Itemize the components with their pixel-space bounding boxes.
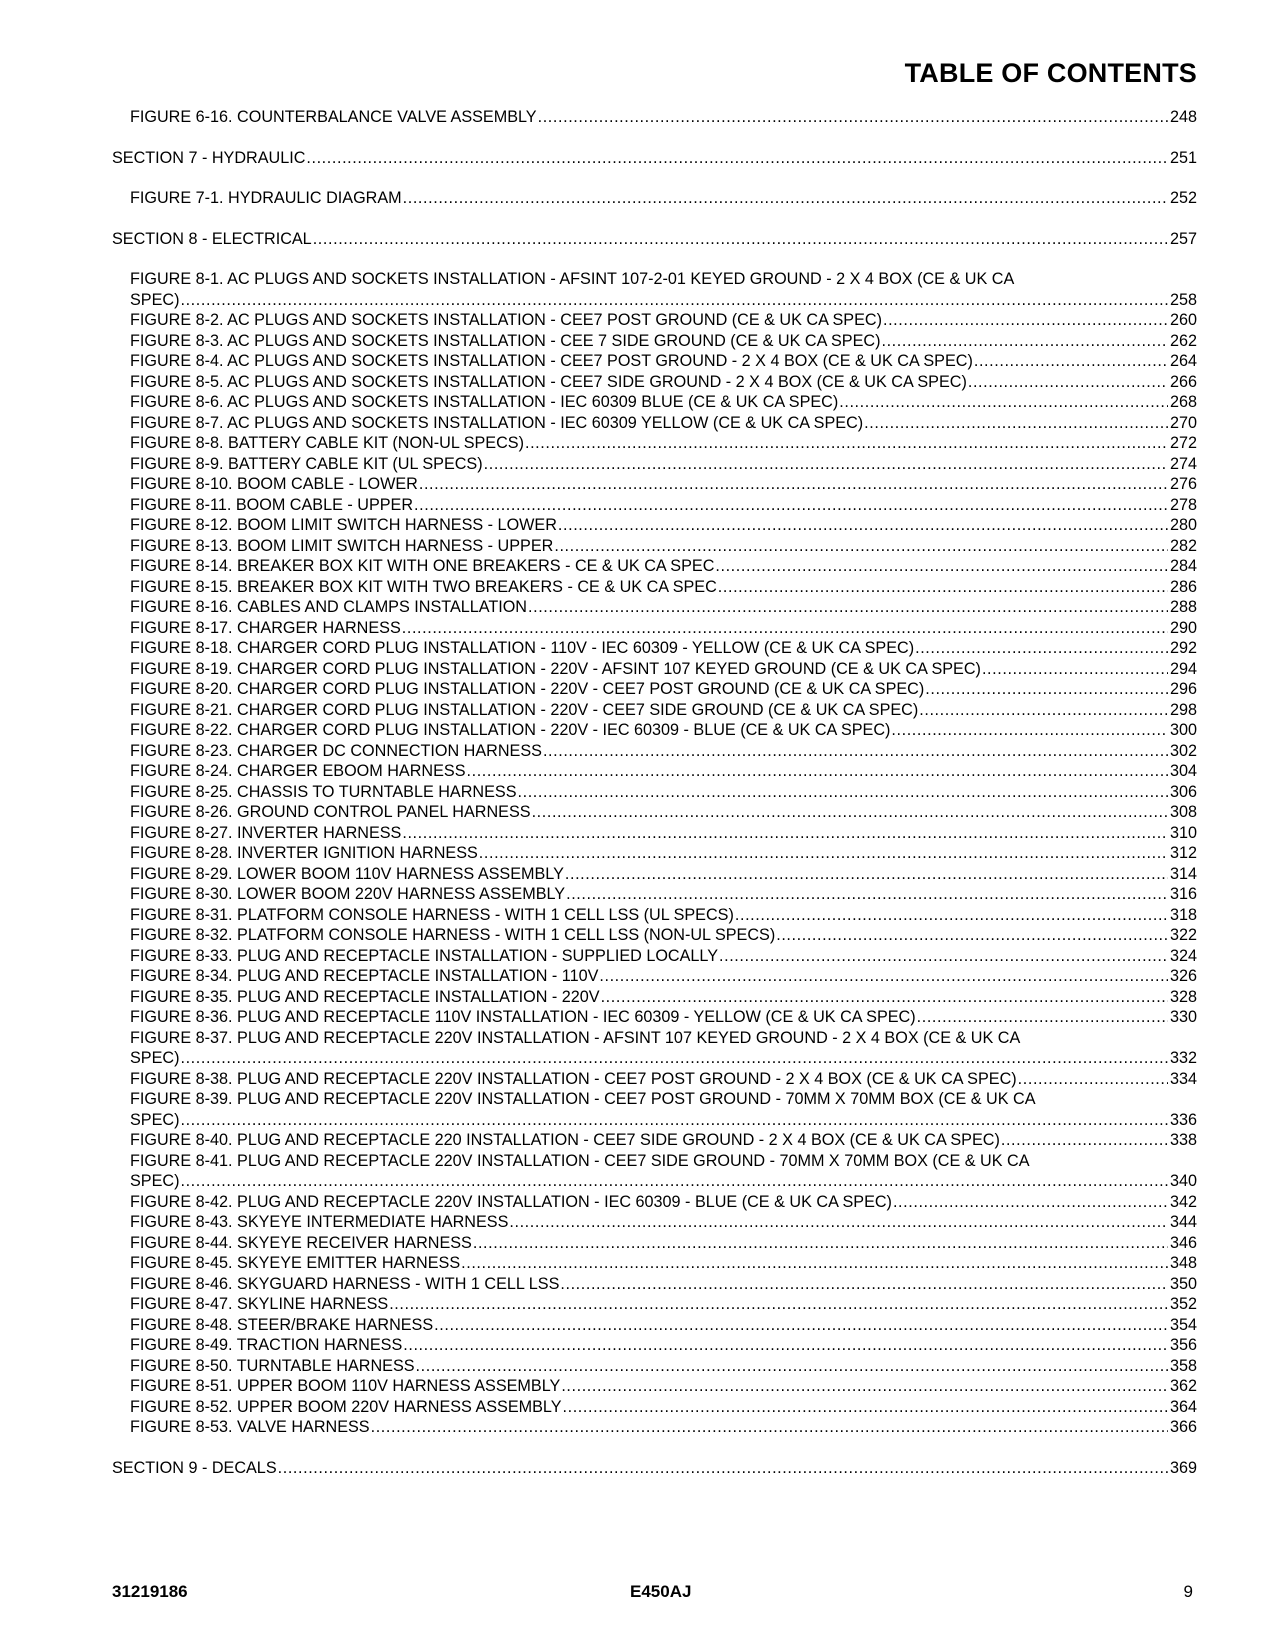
dot-leader <box>179 1110 1168 1131</box>
dot-leader <box>890 720 1168 741</box>
dot-leader <box>717 577 1168 598</box>
toc-entry-title: FIGURE 8-3. AC PLUGS AND SOCKETS INSTALLATION - CEE 7 SIDE GROUND (CE & UK CA SPEC) <box>130 331 881 350</box>
dot-leader <box>517 782 1168 803</box>
toc-entry-title: FIGURE 8-33. PLUG AND RECEPTACLE INSTALLATION - SUPPLIED LOCALLY <box>130 946 719 965</box>
toc-entry-title-continued: SPEC) <box>130 1110 180 1129</box>
toc-figure-entry[interactable] <box>130 782 1197 803</box>
dot-leader <box>401 823 1168 844</box>
toc-entry-title: FIGURE 8-14. BREAKER BOX KIT WITH ONE BREAKERS - CE & UK CA SPEC <box>130 557 715 575</box>
dot-leader <box>882 310 1168 331</box>
toc-figure-entry[interactable] <box>130 1069 1197 1090</box>
toc-figure-entry[interactable] <box>130 987 1197 1008</box>
dot-leader <box>924 679 1168 700</box>
dot-leader <box>466 761 1168 782</box>
toc-page-number: 272 <box>1169 434 1197 452</box>
toc-entry-title: FIGURE 8-34. PLUG AND RECEPTACLE INSTALLATION - 110V <box>130 967 599 985</box>
dot-leader <box>838 392 1168 413</box>
dot-leader <box>418 474 1168 495</box>
dot-leader <box>179 1048 1168 1069</box>
dot-leader <box>402 1335 1168 1356</box>
toc-page-number: 262 <box>1169 331 1197 350</box>
toc-figure-entry[interactable] <box>130 802 1197 823</box>
toc-figure-entry[interactable] <box>130 1253 1197 1274</box>
toc-figure-entry[interactable] <box>130 618 1197 639</box>
toc-page-number: 356 <box>1169 1336 1197 1354</box>
toc-figure-entry[interactable] <box>130 700 1197 721</box>
toc-section-entry[interactable] <box>112 148 1197 169</box>
toc-entry-title: FIGURE 8-51. UPPER BOOM 110V HARNESS ASSEMBLY <box>130 1377 561 1395</box>
toc-entry-title: FIGURE 8-29. LOWER BOOM 110V HARNESS ASSEMBLY <box>130 864 564 883</box>
toc-page-number: 352 <box>1169 1295 1197 1313</box>
toc-figure-entry[interactable] <box>130 638 1197 659</box>
dot-leader <box>179 1171 1168 1192</box>
toc-entry-title: FIGURE 6-16. COUNTERBALANCE VALVE ASSEMBLY <box>130 108 537 126</box>
toc-figure-entry[interactable] <box>130 1151 1197 1192</box>
toc-entry-title: FIGURE 8-6. AC PLUGS AND SOCKETS INSTALLATION - IEC 60309 BLUE (CE & UK CA SPEC) <box>130 393 839 411</box>
toc-figure-entry[interactable] <box>130 372 1197 393</box>
toc-figure-entry[interactable] <box>130 1028 1197 1069</box>
toc-entry-title: FIGURE 8-12. BOOM LIMIT SWITCH HARNESS - LOWER <box>130 516 557 534</box>
toc-entry-title: FIGURE 8-26. GROUND CONTROL PANEL HARNESS <box>130 803 531 821</box>
toc-page-number: 326 <box>1169 967 1197 985</box>
toc-page-number: 366 <box>1169 1418 1197 1436</box>
dot-leader <box>388 1294 1168 1315</box>
dot-leader <box>560 1376 1168 1397</box>
toc-figure-entry[interactable] <box>130 1007 1197 1028</box>
toc-entry-title: FIGURE 8-49. TRACTION HARNESS <box>130 1336 403 1354</box>
toc-page-number: 252 <box>1169 189 1197 207</box>
toc-entry-title: SECTION 7 - HYDRAULIC <box>112 148 306 167</box>
dot-leader <box>478 843 1168 864</box>
toc-entry-title: FIGURE 8-20. CHARGER CORD PLUG INSTALLATION - 220V - CEE7 POST GROUND (CE & UK CA SPEC) <box>130 680 925 698</box>
toc-entry-title: FIGURE 8-48. STEER/BRAKE HARNESS <box>130 1315 434 1334</box>
dot-leader <box>863 413 1168 434</box>
dot-leader <box>472 1233 1168 1254</box>
toc-page-number: 364 <box>1169 1397 1197 1416</box>
toc-figure-entry[interactable] <box>130 1274 1197 1295</box>
toc-figure-entry[interactable] <box>130 1356 1197 1377</box>
toc-page-number: 362 <box>1169 1377 1197 1395</box>
footer-page-number: 9 <box>1183 1582 1193 1601</box>
toc-entry-title-continued: SPEC) <box>130 290 180 309</box>
dot-leader <box>981 659 1168 680</box>
toc-figure-entry[interactable] <box>130 310 1197 331</box>
toc-entry-title: FIGURE 8-42. PLUG AND RECEPTACLE 220V INSTALLATION - IEC 60309 - BLUE (CE & UK CA SPEC) <box>130 1192 892 1211</box>
dot-leader <box>524 433 1168 454</box>
toc-figure-entry[interactable] <box>130 1089 1197 1130</box>
toc-entry-title: FIGURE 8-37. PLUG AND RECEPTACLE 220V INSTALLATION - AFSINT 107 KEYED GROUND - 2 X 4 BOX (CE & UK CA <box>130 1028 1021 1047</box>
dot-leader <box>433 1315 1168 1336</box>
toc-page-number: 296 <box>1169 680 1197 698</box>
toc-figure-entry[interactable] <box>130 413 1197 434</box>
dot-leader <box>542 741 1168 762</box>
toc-page-number: 268 <box>1169 393 1197 411</box>
toc-entry-title: FIGURE 8-44. SKYEYE RECEIVER HARNESS <box>130 1233 472 1252</box>
toc-figure-entry[interactable] <box>130 1212 1197 1233</box>
toc-page-number: 314 <box>1169 864 1197 883</box>
dot-leader <box>1017 1069 1168 1090</box>
toc-figure-entry[interactable] <box>130 1192 1197 1213</box>
toc-entry-title: FIGURE 8-22. CHARGER CORD PLUG INSTALLATION - 220V - IEC 60309 - BLUE (CE & UK CA SPEC) <box>130 721 891 739</box>
toc-entry-title: FIGURE 8-31. PLATFORM CONSOLE HARNESS - WITH 1 CELL LSS (UL SPECS) <box>130 905 734 924</box>
dot-leader <box>483 454 1168 475</box>
toc-page-number: 288 <box>1169 598 1197 616</box>
toc-page-number: 302 <box>1169 741 1197 760</box>
toc-page-number: 369 <box>1169 1458 1197 1477</box>
toc-figure-entry[interactable] <box>130 1130 1197 1151</box>
toc-page-number: 266 <box>1169 372 1197 391</box>
toc-entry-title: FIGURE 8-35. PLUG AND RECEPTACLE INSTALLATION - 220V <box>130 987 600 1006</box>
toc-figure-entry[interactable] <box>130 536 1197 557</box>
dot-leader <box>460 1253 1168 1274</box>
toc-figure-entry[interactable] <box>130 1335 1197 1356</box>
toc-figure-entry[interactable] <box>130 741 1197 762</box>
toc-entry-title: FIGURE 8-46. SKYGUARD HARNESS - WITH 1 CELL LSS <box>130 1274 560 1293</box>
toc-page-number: 308 <box>1169 803 1197 821</box>
dot-leader <box>734 905 1168 926</box>
toc-entry-title: FIGURE 8-52. UPPER BOOM 220V HARNESS ASSEMBLY <box>130 1397 562 1416</box>
dot-leader <box>973 351 1168 372</box>
toc-entry-title: FIGURE 8-25. CHASSIS TO TURNTABLE HARNESS <box>130 782 517 801</box>
dot-leader <box>557 515 1168 536</box>
dot-leader <box>967 372 1168 393</box>
toc-figure-entry[interactable] <box>130 454 1197 475</box>
toc-entry-title: FIGURE 8-16. CABLES AND CLAMPS INSTALLATION <box>130 598 528 616</box>
toc-entry-title: FIGURE 7-1. HYDRAULIC DIAGRAM <box>130 189 402 207</box>
toc-page-number: 346 <box>1169 1233 1197 1252</box>
toc-page-number: 324 <box>1169 946 1197 965</box>
toc-entry-title: FIGURE 8-11. BOOM CABLE - UPPER <box>130 495 414 514</box>
toc-entry-title: FIGURE 8-24. CHARGER EBOOM HARNESS <box>130 762 466 780</box>
dot-leader <box>918 700 1168 721</box>
toc-page-number: 304 <box>1169 762 1197 780</box>
toc-figure-entry[interactable] <box>130 925 1197 946</box>
dot-leader <box>559 1274 1168 1295</box>
toc-figure-entry[interactable] <box>130 1294 1197 1315</box>
toc-figure-entry[interactable] <box>130 577 1197 598</box>
toc-page-number: 257 <box>1169 229 1197 248</box>
footer-model: E450AJ <box>630 1582 692 1601</box>
toc-figure-entry[interactable] <box>130 843 1197 864</box>
toc-entry-title: FIGURE 8-7. AC PLUGS AND SOCKETS INSTALLATION - IEC 60309 YELLOW (CE & UK CA SPEC) <box>130 413 864 432</box>
toc-page-number: 344 <box>1169 1213 1197 1231</box>
toc-figure-entry[interactable] <box>130 679 1197 700</box>
toc-figure-entry[interactable] <box>130 966 1197 987</box>
toc-figure-entry[interactable] <box>130 884 1197 905</box>
toc-figure-entry[interactable] <box>130 556 1197 577</box>
dot-leader <box>537 107 1168 128</box>
toc-entry-title: FIGURE 8-5. AC PLUGS AND SOCKETS INSTALLATION - CEE7 SIDE GROUND - 2 X 4 BOX (CE & UK CA SPEC) <box>130 372 967 391</box>
toc-page-number: 354 <box>1169 1315 1197 1334</box>
toc-page-number: 292 <box>1169 639 1197 657</box>
dot-leader <box>564 864 1168 885</box>
toc-page-number: 328 <box>1169 987 1197 1006</box>
toc-entry-title: SECTION 9 - DECALS <box>112 1458 277 1477</box>
toc-page-number: 286 <box>1169 577 1197 596</box>
toc-page-number: 330 <box>1169 1008 1197 1026</box>
dot-leader <box>508 1212 1168 1233</box>
dot-leader <box>598 966 1168 987</box>
toc-figure-entry[interactable] <box>130 474 1197 495</box>
dot-leader <box>565 884 1168 905</box>
toc-page-number: 276 <box>1169 475 1197 493</box>
dot-leader <box>775 925 1168 946</box>
toc-figure-entry[interactable] <box>130 188 1197 209</box>
toc-page-number: 316 <box>1169 885 1197 903</box>
toc-entry-title: FIGURE 8-38. PLUG AND RECEPTACLE 220V INSTALLATION - CEE7 POST GROUND - 2 X 4 BOX (CE & UK CA SPEC) <box>130 1069 1017 1088</box>
toc-page-number: 348 <box>1169 1254 1197 1272</box>
dot-leader <box>277 1458 1168 1479</box>
toc-figure-entry[interactable] <box>130 905 1197 926</box>
toc-entry-title: FIGURE 8-53. VALVE HARNESS <box>130 1418 370 1436</box>
toc-page-number: 310 <box>1169 823 1197 842</box>
toc-page-number: 294 <box>1169 659 1197 678</box>
toc-page-number: 274 <box>1169 454 1197 473</box>
toc-figure-entry[interactable] <box>130 864 1197 885</box>
toc-figure-entry[interactable] <box>130 515 1197 536</box>
toc-page-number: 306 <box>1169 782 1197 801</box>
toc-section-entry[interactable] <box>112 1458 1197 1479</box>
dot-leader <box>714 556 1168 577</box>
toc-page-number: 338 <box>1169 1131 1197 1149</box>
toc-entry-title: FIGURE 8-8. BATTERY CABLE KIT (NON-UL SPECS) <box>130 434 524 452</box>
toc-figure-entry[interactable] <box>130 392 1197 413</box>
dot-leader <box>370 1417 1168 1438</box>
toc-entry-title: FIGURE 8-18. CHARGER CORD PLUG INSTALLATION - 110V - IEC 60309 - YELLOW (CE & UK CA SPEC) <box>130 639 915 657</box>
dot-leader <box>892 1192 1168 1213</box>
toc-page-number: 300 <box>1169 721 1197 739</box>
toc-figure-entry[interactable] <box>130 331 1197 352</box>
toc-entry-title: FIGURE 8-39. PLUG AND RECEPTACLE 220V INSTALLATION - CEE7 POST GROUND - 70MM X 70MM BOX (CE & UK CA <box>130 1090 1036 1108</box>
toc-entry-title: FIGURE 8-30. LOWER BOOM 220V HARNESS ASSEMBLY <box>130 885 566 903</box>
toc-entry-title: FIGURE 8-23. CHARGER DC CONNECTION HARNESS <box>130 741 542 760</box>
dot-leader <box>415 1356 1168 1377</box>
toc-entry-title-continued: SPEC) <box>130 1172 180 1190</box>
dot-leader <box>312 229 1168 250</box>
toc-entry-title: FIGURE 8-4. AC PLUGS AND SOCKETS INSTALLATION - CEE7 POST GROUND - 2 X 4 BOX (CE & UK CA SPEC) <box>130 352 973 370</box>
toc-entry-title: SECTION 8 - ELECTRICAL <box>112 229 312 248</box>
toc-figure-entry[interactable] <box>130 659 1197 680</box>
dot-leader <box>562 1397 1168 1418</box>
toc-entry-title: FIGURE 8-10. BOOM CABLE - LOWER <box>130 475 418 493</box>
toc-entry-title: FIGURE 8-19. CHARGER CORD PLUG INSTALLATION - 220V - AFSINT 107 KEYED GROUND (CE & UK CA SPEC) <box>130 659 981 678</box>
toc-figure-entry[interactable] <box>130 1376 1197 1397</box>
toc-entry-title: FIGURE 8-1. AC PLUGS AND SOCKETS INSTALLATION - AFSINT 107-2-01 KEYED GROUND - 2 X 4 BOX (CE & UK CA <box>130 270 1015 288</box>
toc-figure-entry[interactable] <box>130 720 1197 741</box>
toc-page-number: 280 <box>1169 516 1197 534</box>
dot-leader <box>305 148 1168 169</box>
toc-entry-title: FIGURE 8-9. BATTERY CABLE KIT (UL SPECS) <box>130 454 483 473</box>
toc-page-number: 251 <box>1169 148 1197 167</box>
toc-page-number: 290 <box>1169 618 1197 637</box>
toc-figure-entry[interactable] <box>130 269 1197 310</box>
toc-entry-title: FIGURE 8-13. BOOM LIMIT SWITCH HARNESS - UPPER <box>130 536 554 555</box>
dot-leader <box>718 946 1168 967</box>
toc-page-number: 248 <box>1169 108 1197 126</box>
toc-page-number: 264 <box>1169 352 1197 370</box>
toc-figure-entry[interactable] <box>130 1233 1197 1254</box>
toc-entry-title: FIGURE 8-43. SKYEYE INTERMEDIATE HARNESS <box>130 1213 509 1231</box>
toc-figure-entry[interactable] <box>130 1417 1197 1438</box>
toc-entry-title: FIGURE 8-45. SKYEYE EMITTER HARNESS <box>130 1254 461 1272</box>
toc-page-number: 358 <box>1169 1356 1197 1375</box>
dot-leader <box>401 618 1168 639</box>
toc-page-number: 318 <box>1169 905 1197 924</box>
dot-leader <box>600 987 1168 1008</box>
dot-leader <box>527 597 1168 618</box>
toc-page-number: 260 <box>1169 311 1197 329</box>
toc-page-number: 332 <box>1169 1049 1197 1067</box>
toc-entry-title: FIGURE 8-41. PLUG AND RECEPTACLE 220V INSTALLATION - CEE7 SIDE GROUND - 70MM X 70MM BOX (CE & UK CA <box>130 1151 1030 1170</box>
toc-entry-title: FIGURE 8-40. PLUG AND RECEPTACLE 220 INSTALLATION - CEE7 SIDE GROUND - 2 X 4 BOX (CE & UK CA SPEC) <box>130 1131 1000 1149</box>
toc-page-number: 350 <box>1169 1274 1197 1293</box>
toc-section-entry[interactable] <box>112 229 1197 250</box>
toc-page-number: 298 <box>1169 700 1197 719</box>
dot-leader <box>179 290 1168 311</box>
toc-entry-title: FIGURE 8-2. AC PLUGS AND SOCKETS INSTALLATION - CEE7 POST GROUND (CE & UK CA SPEC) <box>130 311 882 329</box>
toc-figure-entry[interactable] <box>130 1397 1197 1418</box>
toc-entry-title: FIGURE 8-15. BREAKER BOX KIT WITH TWO BREAKERS - CE & UK CA SPEC <box>130 577 717 596</box>
dot-leader <box>531 802 1168 823</box>
toc-entry-title: FIGURE 8-21. CHARGER CORD PLUG INSTALLATION - 220V - CEE7 SIDE GROUND (CE & UK CA SPEC) <box>130 700 919 719</box>
toc-figure-entry[interactable] <box>130 761 1197 782</box>
toc-figure-entry[interactable] <box>130 597 1197 618</box>
toc-entry-title: FIGURE 8-17. CHARGER HARNESS <box>130 618 401 637</box>
toc-figure-entry[interactable] <box>130 351 1197 372</box>
toc-page-number: 278 <box>1169 495 1197 514</box>
toc-page-number: 342 <box>1169 1192 1197 1211</box>
toc-figure-entry[interactable] <box>130 433 1197 454</box>
toc-figure-entry[interactable] <box>130 1315 1197 1336</box>
dot-leader <box>1000 1130 1168 1151</box>
toc-page-number: 322 <box>1169 926 1197 944</box>
toc-figure-entry[interactable] <box>130 107 1197 128</box>
toc-entry-title: FIGURE 8-27. INVERTER HARNESS <box>130 823 402 842</box>
footer-doc-number: 31219186 <box>112 1582 188 1601</box>
toc-page-number: 336 <box>1169 1110 1197 1129</box>
toc-entry-title: FIGURE 8-50. TURNTABLE HARNESS <box>130 1356 415 1375</box>
dot-leader <box>402 188 1168 209</box>
toc-figure-entry[interactable] <box>130 823 1197 844</box>
toc-page-number: 270 <box>1169 413 1197 432</box>
toc-page-number: 312 <box>1169 844 1197 862</box>
toc-figure-entry[interactable] <box>130 495 1197 516</box>
toc-page-number: 340 <box>1169 1172 1197 1190</box>
toc-page-number: 284 <box>1169 557 1197 575</box>
toc-entry-title: FIGURE 8-47. SKYLINE HARNESS <box>130 1295 389 1313</box>
toc-entry-title: FIGURE 8-32. PLATFORM CONSOLE HARNESS - WITH 1 CELL LSS (NON-UL SPECS) <box>130 926 776 944</box>
dot-leader <box>880 331 1168 352</box>
dot-leader <box>916 1007 1168 1028</box>
dot-leader <box>553 536 1168 557</box>
toc-page-number: 282 <box>1169 536 1197 555</box>
dot-leader <box>914 638 1168 659</box>
toc-page-number: 334 <box>1169 1069 1197 1088</box>
toc-entry-title: FIGURE 8-36. PLUG AND RECEPTACLE 110V INSTALLATION - IEC 60309 - YELLOW (CE & UK CA SPEC) <box>130 1008 916 1026</box>
toc-entry-title-continued: SPEC) <box>130 1049 180 1067</box>
dot-leader <box>413 495 1168 516</box>
toc-page-number: 258 <box>1169 290 1197 309</box>
toc-entry-title: FIGURE 8-28. INVERTER IGNITION HARNESS <box>130 844 478 862</box>
page-title: TABLE OF CONTENTS <box>904 58 1197 88</box>
toc-figure-entry[interactable] <box>130 946 1197 967</box>
